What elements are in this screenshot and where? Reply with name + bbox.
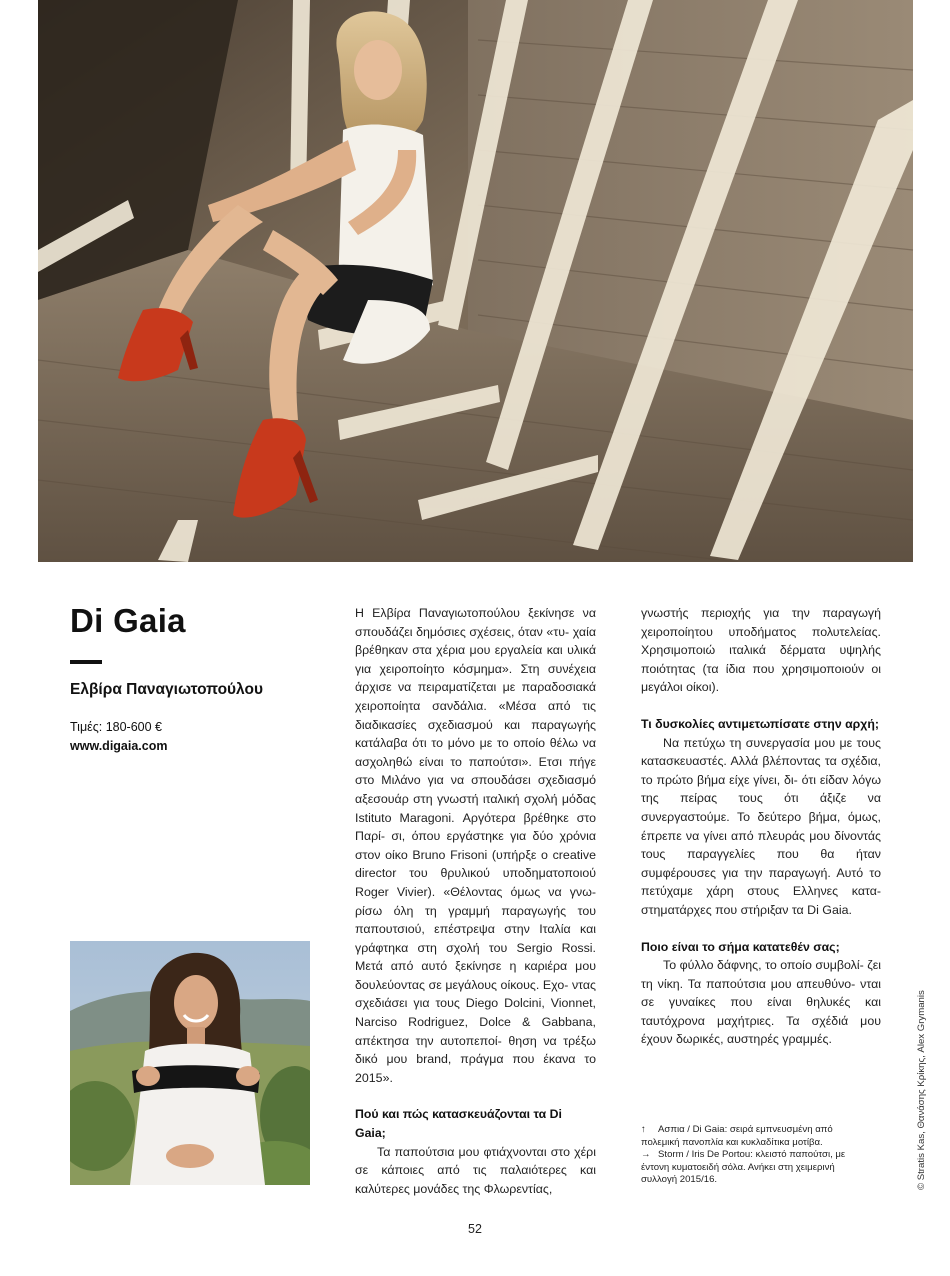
- text-line: καλύτερες μονάδες της Φλωρεντίας,: [355, 1181, 553, 1196]
- answer-paragraph: [641, 956, 881, 1049]
- text-line: Τα παπούτσια μου φτιάχνονται στο: [377, 1144, 575, 1159]
- caption: [641, 1124, 881, 1149]
- text-line: ότι είδαν λόγω της πείρας τους ότι άξιζε: [641, 772, 881, 806]
- text-line: όμως, έπρεπε να γίνει από πλευράς μου: [641, 809, 881, 843]
- text-line: με παραδοσιακά χειροποίητα σανδάλια.: [355, 680, 596, 713]
- caption-line: Ασπια / Di Gaia: σειρά εμπνευσμένη από: [658, 1124, 833, 1135]
- answer-paragraph: [641, 734, 881, 920]
- text-line: χαία βρέθηκαν στα χέρια μου εργαλεία: [355, 624, 596, 658]
- answer-paragraph: [355, 1143, 596, 1199]
- brand-title: Di Gaia: [70, 602, 186, 639]
- caption-line: συλλογή 2015/16.: [641, 1174, 718, 1186]
- text-line: θηση να τρέξω δικό μου brand, πράγμα: [355, 1033, 596, 1067]
- text-line: και παραγωγής κατάλαβα ότι το μόνο: [355, 717, 596, 751]
- text-line: Να πετύχω τη συνεργασία μου με: [663, 735, 857, 750]
- text-line: «Μέσα από τις διαδικασίες σχεδιασμού: [355, 698, 596, 732]
- text-line: Χρησιμοποιώ ιταλικά δέρματα υψηλής: [641, 643, 881, 658]
- text-line: τους κατασκευαστές. Αλλά βλέποντας: [641, 735, 881, 769]
- text-line: το πετύχαμε χάρη στους Ελληνες κατα-: [641, 865, 881, 899]
- photo-captions: [641, 1124, 881, 1187]
- text-line: director του θρυλικού υποδηματοποιού: [355, 866, 596, 881]
- intro-paragraph: [355, 604, 596, 1087]
- text-line: Roger Vivier). «Θέλοντας όμως να γνω-: [355, 884, 596, 899]
- text-line: Η Ελβίρα Παναγιωτοπούλου ξεκίνησε να: [355, 606, 596, 620]
- price-range: Τιμές: 180-600 €: [70, 720, 162, 734]
- article-column-middle: [355, 604, 596, 1198]
- text-line: που έκανα το 2015».: [355, 1052, 596, 1085]
- text-line: Maragoni. Αργότερα βρέθηκε στο Παρί-: [355, 810, 596, 844]
- portrait-illustration: [70, 941, 310, 1185]
- text-line: οίκο Bruno Frisoni (υπήρξε ο creative: [385, 847, 596, 862]
- photo-credit: © Stratis Kas, Θανάσης Κρίκης, Alex Grymanis: [916, 990, 927, 1190]
- text-line: χειροποίητου υποδήματος πολυτελείας.: [641, 624, 881, 639]
- answer-continuation: [641, 604, 881, 697]
- text-line: δίνοντάς τους παραγγελίες που θα ήταν: [641, 828, 881, 862]
- text-line: χέρι σε κάποιες από τις παλαιότερες και: [355, 1144, 596, 1178]
- text-line: ποιότητας (τα ίδια που χρησιμοποιούν: [641, 661, 872, 676]
- hero-illustration: [38, 0, 913, 562]
- caption: [641, 1149, 881, 1187]
- hero-photo: [38, 0, 913, 562]
- designer-portrait: [70, 941, 310, 1185]
- text-line: ρίσω όλη τη γραμμή παραγωγής του: [355, 903, 596, 918]
- caption-line: πολεμική πανοπλία και κυκλαδίτικα μοτίβα.: [641, 1136, 823, 1148]
- text-line: σπουδάσει σχεδιασμό αξεσουάρ στη: [355, 773, 596, 806]
- text-line: Στη συνέχεια άρχισε να πειραματίζεται: [355, 661, 596, 695]
- title-rule: [70, 660, 102, 664]
- text-line: Gabbana, απέκτησα την αυτοπεποί-: [355, 1015, 596, 1048]
- spacer: [355, 1087, 596, 1105]
- spacer: [641, 920, 881, 938]
- text-line: συμφέρουσες για την παραγωγή. Αυτό: [641, 865, 870, 880]
- text-line: παπουτσιού, επέστρεψα στην Ιταλία και: [355, 922, 596, 937]
- arrow-right-icon: →: [641, 1149, 651, 1161]
- text-line: ντας σχεδιάσει για τους Diego Dolcini,: [355, 977, 596, 1011]
- question-heading: Τι δυσκολίες αντιμετωπίσατε στην αρχή;: [641, 716, 879, 731]
- question-heading: Ποιο είναι το σήμα κατατεθέν σας;: [641, 939, 840, 954]
- text-line: σπουδάζει δημόσιες σχέσεις, όταν «τυ-: [355, 624, 573, 639]
- text-line: σι, όπου εργάστηκε για δύο χρόνια στον: [355, 829, 597, 862]
- arrow-up-icon: ↑: [641, 1124, 646, 1135]
- website-link[interactable]: www.digaia.com: [70, 739, 168, 753]
- text-line: Μετά από αυτό ξεκίνησε η καριέρα μου: [355, 959, 596, 974]
- text-line: Το φύλλο δάφνης, το οποίο συμβολί-: [663, 958, 868, 973]
- text-line: στηματάρχες που στήριξαν τα Di Gaia.: [641, 902, 852, 917]
- question-heading: Πού και πώς κατασκευάζονται τα Di Gaia;: [355, 1107, 562, 1141]
- text-line: νται σε γυναίκες που είναι θηλυκές και: [641, 976, 881, 1010]
- designer-name: Ελβίρα Παναγιωτοπούλου: [70, 681, 263, 698]
- text-line: δουλεύοντας σε μεγάλους οίκους. Εχο-: [355, 977, 572, 992]
- text-line: γράφτηκα στη σχολή του Sergio Rossi.: [355, 940, 596, 955]
- caption-line: έντονη κυματοειδή σόλα. Ανήκει στη χειμερινή: [641, 1161, 835, 1173]
- text-line: Vionnet, Narciso Rodriguez, Dolce &: [355, 996, 596, 1030]
- page-number: 52: [468, 1222, 482, 1236]
- article-column-right: [641, 604, 881, 1049]
- text-line: ζει τη νίκη. Τα παπούτσια μου απευθύνο-: [641, 958, 881, 991]
- caption-line: Storm / Iris De Portou: κλειστό παπούτσι, με: [658, 1149, 846, 1161]
- spacer: [641, 697, 881, 715]
- text-line: να συνεργαστούμε. Το δεύτερο βήμα,: [641, 791, 881, 824]
- text-line: γνωστής περιοχής για την παραγωγή: [641, 606, 881, 620]
- text-line: οι μεγάλοι οίκοι).: [641, 661, 881, 695]
- text-line: με το οποίο θέλω να ασχοληθώ είναι το: [355, 736, 596, 769]
- text-line: έχουν δωρικές, αυστηρές γραμμές.: [641, 1032, 832, 1047]
- text-line: παπούτσι». Ετσι πήγε στο Μιλάνο για να: [355, 754, 596, 788]
- text-line: και υλικά για χειροποίητο κόσμημα».: [355, 643, 596, 676]
- text-line: γνωστή ιταλική σχολή μόδας Istituto: [355, 791, 596, 825]
- text-line: ταυτόχρονα μαχήτριες. Τα σχέδιά μου: [641, 1013, 881, 1028]
- text-line: τα σχέδια, το πρώτο βήμα είχε γίνει, δι-: [641, 754, 882, 787]
